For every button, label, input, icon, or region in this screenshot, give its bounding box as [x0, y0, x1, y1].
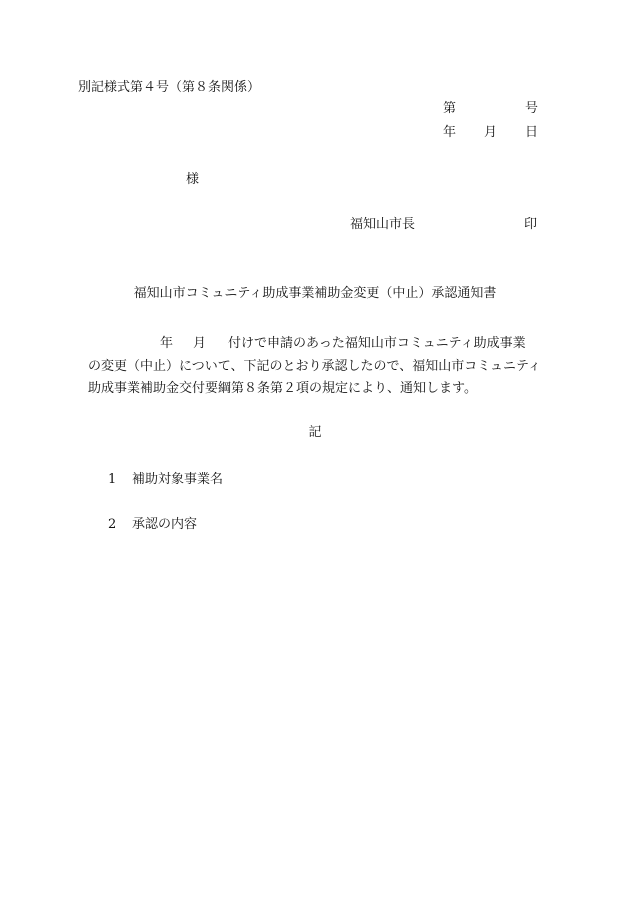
- body-line-1: [88, 333, 550, 356]
- ki-heading: 記: [308, 425, 322, 440]
- list-item: [108, 517, 197, 533]
- date-month: 月: [484, 125, 498, 140]
- date-day: 日: [525, 125, 539, 140]
- body-year: 年: [160, 336, 174, 351]
- item-label: 補助対象事業名: [132, 472, 224, 487]
- item-number: 2: [108, 517, 117, 532]
- recipient-suffix: 様: [186, 172, 200, 187]
- body-line-1-rest: 付けで申請のあった福知山市コミュニティ助成事業: [228, 336, 526, 351]
- body-line-2: の変更（中止）について、下記のとおり承認したので、福知山市コミュニティ: [88, 358, 541, 374]
- seal-mark: 印: [524, 217, 538, 232]
- body-line-3: 助成事業補助金交付要綱第８条第２項の規定により、通知します。: [88, 381, 477, 396]
- date-year: 年: [443, 125, 457, 140]
- doc-number-prefix: 第: [443, 101, 457, 116]
- document-title: 福知山市コミュニティ助成事業補助金変更（中止）承認通知書: [133, 286, 497, 301]
- form-label: 別記様式第４号（第８条関係）: [78, 80, 261, 95]
- sender-name: 福知山市長: [350, 217, 416, 232]
- item-label: 承認の内容: [132, 517, 198, 532]
- doc-number-suffix: 号: [525, 101, 539, 116]
- list-item: [108, 472, 223, 488]
- item-number: 1: [108, 472, 117, 487]
- body-month: 月: [193, 336, 207, 351]
- body-text: [88, 333, 550, 401]
